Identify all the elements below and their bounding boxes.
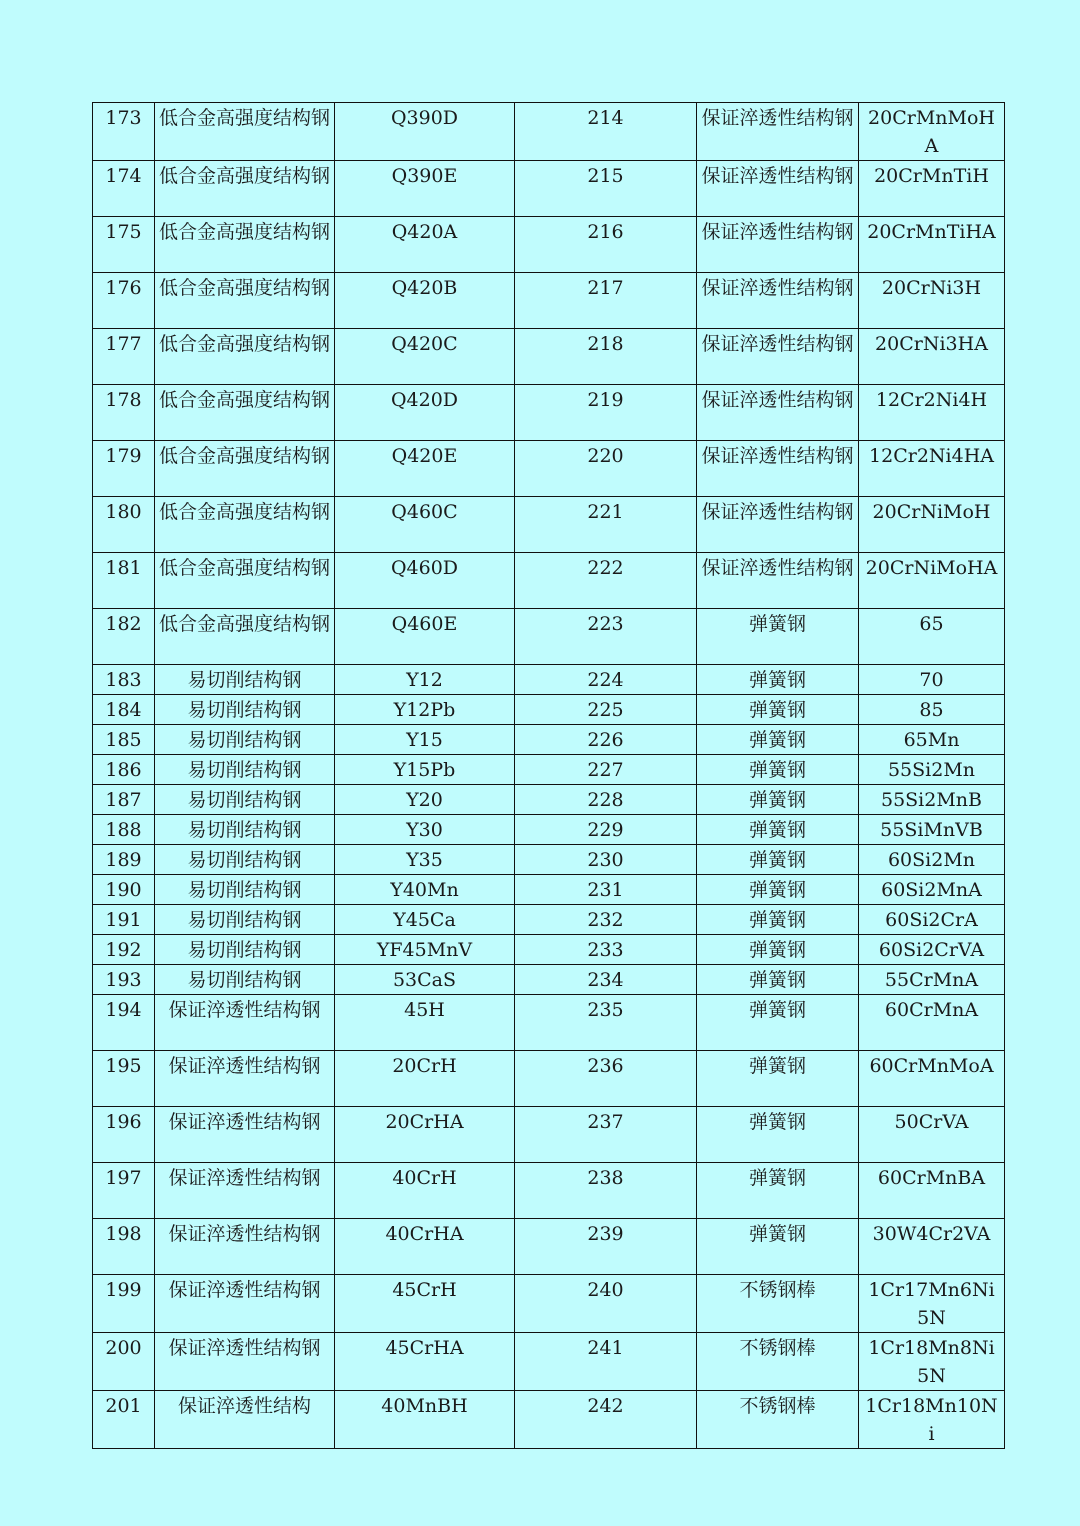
serial-no-right: 232 — [515, 905, 697, 935]
serial-no-left: 181 — [93, 553, 155, 609]
steel-grade-left: YF45MnV — [335, 935, 515, 965]
steel-type-right: 弹簧钢 — [697, 609, 859, 665]
steel-type-right: 弹簧钢 — [697, 905, 859, 935]
steel-type-left: 低合金高强度结构钢 — [155, 497, 335, 553]
steel-type-right: 保证淬透性结构钢 — [697, 497, 859, 553]
table-row — [93, 441, 1005, 497]
steel-type-right: 弹簧钢 — [697, 695, 859, 725]
steel-grade-right: 20CrNi3H — [859, 273, 1005, 329]
serial-no-right: 235 — [515, 995, 697, 1051]
table-row — [93, 905, 1005, 935]
steel-grade-right: 60Si2MnA — [859, 875, 1005, 905]
steel-grade-left: Y20 — [335, 785, 515, 815]
steel-grade-right: 55Si2MnB — [859, 785, 1005, 815]
serial-no-left: 194 — [93, 995, 155, 1051]
table-row — [93, 553, 1005, 609]
steel-grade-right: 50CrVA — [859, 1107, 1005, 1163]
serial-no-left: 191 — [93, 905, 155, 935]
steel-type-right: 弹簧钢 — [697, 1219, 859, 1275]
steel-grade-right: 1Cr17Mn6Ni5N — [859, 1275, 1005, 1333]
steel-grade-right: 55CrMnA — [859, 965, 1005, 995]
serial-no-right: 225 — [515, 695, 697, 725]
steel-type-left: 保证淬透性结构钢 — [155, 1275, 335, 1333]
serial-no-left: 189 — [93, 845, 155, 875]
table-row — [93, 1219, 1005, 1275]
steel-grade-right: 60Si2CrVA — [859, 935, 1005, 965]
serial-no-right: 216 — [515, 217, 697, 273]
serial-no-right: 237 — [515, 1107, 697, 1163]
serial-no-right: 236 — [515, 1051, 697, 1107]
steel-grade-left: 40CrH — [335, 1163, 515, 1219]
steel-grade-right: 20CrMnTiHA — [859, 217, 1005, 273]
steel-type-left: 易切削结构钢 — [155, 785, 335, 815]
steel-type-left: 低合金高强度结构钢 — [155, 103, 335, 161]
serial-no-right: 231 — [515, 875, 697, 905]
steel-type-left: 保证淬透性结构钢 — [155, 1219, 335, 1275]
steel-type-right: 弹簧钢 — [697, 785, 859, 815]
steel-grade-left: Y15Pb — [335, 755, 515, 785]
steel-grade-left: 45H — [335, 995, 515, 1051]
table-row — [93, 665, 1005, 695]
serial-no-left: 187 — [93, 785, 155, 815]
steel-type-left: 保证淬透性结构钢 — [155, 1107, 335, 1163]
steel-type-right: 弹簧钢 — [697, 1163, 859, 1219]
steel-grade-left: Y15 — [335, 725, 515, 755]
steel-grade-left: Q420C — [335, 329, 515, 385]
steel-grade-left: Q420E — [335, 441, 515, 497]
steel-grade-left: Y30 — [335, 815, 515, 845]
steel-grade-table — [92, 102, 1005, 1449]
table-row — [93, 845, 1005, 875]
steel-grade-left: 40CrHA — [335, 1219, 515, 1275]
serial-no-right: 220 — [515, 441, 697, 497]
steel-type-right: 弹簧钢 — [697, 815, 859, 845]
serial-no-left: 199 — [93, 1275, 155, 1333]
steel-type-right: 保证淬透性结构钢 — [697, 103, 859, 161]
serial-no-right: 233 — [515, 935, 697, 965]
serial-no-left: 182 — [93, 609, 155, 665]
table-body — [93, 103, 1005, 1449]
serial-no-right: 240 — [515, 1275, 697, 1333]
steel-grade-right: 20CrNi3HA — [859, 329, 1005, 385]
steel-type-left: 低合金高强度结构钢 — [155, 553, 335, 609]
steel-grade-left: Y40Mn — [335, 875, 515, 905]
steel-grade-left: 45CrHA — [335, 1333, 515, 1391]
steel-grade-right: 55SiMnVB — [859, 815, 1005, 845]
serial-no-left: 200 — [93, 1333, 155, 1391]
steel-grade-right: 55Si2Mn — [859, 755, 1005, 785]
serial-no-right: 217 — [515, 273, 697, 329]
serial-no-right: 218 — [515, 329, 697, 385]
serial-no-right: 241 — [515, 1333, 697, 1391]
steel-grade-left: Q460C — [335, 497, 515, 553]
steel-grade-left: 20CrHA — [335, 1107, 515, 1163]
serial-no-right: 230 — [515, 845, 697, 875]
steel-grade-right: 60CrMnMoA — [859, 1051, 1005, 1107]
steel-type-right: 弹簧钢 — [697, 1107, 859, 1163]
table-row — [93, 273, 1005, 329]
steel-type-right: 保证淬透性结构钢 — [697, 553, 859, 609]
steel-type-left: 易切削结构钢 — [155, 755, 335, 785]
table-row — [93, 785, 1005, 815]
serial-no-left: 186 — [93, 755, 155, 785]
steel-grade-left: Q420A — [335, 217, 515, 273]
table-row — [93, 1163, 1005, 1219]
steel-type-right: 不锈钢棒 — [697, 1275, 859, 1333]
serial-no-right: 223 — [515, 609, 697, 665]
table-row — [93, 1051, 1005, 1107]
steel-type-right: 保证淬透性结构钢 — [697, 329, 859, 385]
serial-no-right: 215 — [515, 161, 697, 217]
steel-grade-left: Y45Ca — [335, 905, 515, 935]
steel-grade-right: 60CrMnA — [859, 995, 1005, 1051]
steel-type-left: 低合金高强度结构钢 — [155, 161, 335, 217]
table-row — [93, 329, 1005, 385]
table-row — [93, 725, 1005, 755]
steel-type-left: 易切削结构钢 — [155, 965, 335, 995]
table-row — [93, 875, 1005, 905]
serial-no-left: 178 — [93, 385, 155, 441]
steel-type-left: 保证淬透性结构钢 — [155, 995, 335, 1051]
serial-no-left: 192 — [93, 935, 155, 965]
steel-grade-right: 12Cr2Ni4HA — [859, 441, 1005, 497]
steel-grade-right: 60Si2CrA — [859, 905, 1005, 935]
steel-type-left: 保证淬透性结构钢 — [155, 1163, 335, 1219]
serial-no-right: 242 — [515, 1391, 697, 1449]
steel-type-left: 保证淬透性结构钢 — [155, 1333, 335, 1391]
serial-no-left: 198 — [93, 1219, 155, 1275]
steel-type-right: 不锈钢棒 — [697, 1391, 859, 1449]
steel-grade-left: 45CrH — [335, 1275, 515, 1333]
steel-grade-right: 60CrMnBA — [859, 1163, 1005, 1219]
steel-type-right: 弹簧钢 — [697, 1051, 859, 1107]
table-row — [93, 161, 1005, 217]
table-row — [93, 695, 1005, 725]
serial-no-right: 221 — [515, 497, 697, 553]
serial-no-right: 229 — [515, 815, 697, 845]
steel-type-right: 不锈钢棒 — [697, 1333, 859, 1391]
serial-no-left: 180 — [93, 497, 155, 553]
steel-type-left: 低合金高强度结构钢 — [155, 217, 335, 273]
steel-grade-left: Y12 — [335, 665, 515, 695]
steel-grade-left: Q390E — [335, 161, 515, 217]
table-row — [93, 217, 1005, 273]
steel-type-left: 易切削结构钢 — [155, 665, 335, 695]
steel-type-right: 保证淬透性结构钢 — [697, 273, 859, 329]
serial-no-left: 184 — [93, 695, 155, 725]
steel-type-left: 易切削结构钢 — [155, 935, 335, 965]
steel-type-left: 易切削结构钢 — [155, 875, 335, 905]
serial-no-left: 196 — [93, 1107, 155, 1163]
table-row — [93, 935, 1005, 965]
steel-type-right: 弹簧钢 — [697, 755, 859, 785]
serial-no-right: 228 — [515, 785, 697, 815]
serial-no-left: 190 — [93, 875, 155, 905]
steel-type-right: 保证淬透性结构钢 — [697, 385, 859, 441]
steel-type-left: 低合金高强度结构钢 — [155, 329, 335, 385]
serial-no-left: 179 — [93, 441, 155, 497]
table-row — [93, 497, 1005, 553]
steel-type-left: 易切削结构钢 — [155, 725, 335, 755]
serial-no-left: 193 — [93, 965, 155, 995]
serial-no-left: 197 — [93, 1163, 155, 1219]
table-row — [93, 965, 1005, 995]
serial-no-right: 234 — [515, 965, 697, 995]
serial-no-left: 185 — [93, 725, 155, 755]
serial-no-right: 238 — [515, 1163, 697, 1219]
steel-grade-right: 85 — [859, 695, 1005, 725]
steel-type-right: 弹簧钢 — [697, 965, 859, 995]
serial-no-left: 201 — [93, 1391, 155, 1449]
steel-grade-right: 65 — [859, 609, 1005, 665]
table-row — [93, 1275, 1005, 1333]
serial-no-right: 226 — [515, 725, 697, 755]
serial-no-left: 177 — [93, 329, 155, 385]
table-row — [93, 385, 1005, 441]
steel-type-left: 易切削结构钢 — [155, 905, 335, 935]
steel-grade-right: 12Cr2Ni4H — [859, 385, 1005, 441]
steel-grade-left: Y35 — [335, 845, 515, 875]
steel-type-left: 易切削结构钢 — [155, 695, 335, 725]
steel-grade-left: 20CrH — [335, 1051, 515, 1107]
steel-type-left: 低合金高强度结构钢 — [155, 441, 335, 497]
table-row — [93, 815, 1005, 845]
steel-type-right: 弹簧钢 — [697, 845, 859, 875]
steel-type-right: 保证淬透性结构钢 — [697, 441, 859, 497]
table-row — [93, 1391, 1005, 1449]
table-row — [93, 609, 1005, 665]
steel-grade-right: 1Cr18Mn8Ni5N — [859, 1333, 1005, 1391]
steel-type-left: 保证淬透性结构 — [155, 1391, 335, 1449]
steel-grade-left: Q390D — [335, 103, 515, 161]
serial-no-left: 183 — [93, 665, 155, 695]
serial-no-right: 239 — [515, 1219, 697, 1275]
table-row — [93, 995, 1005, 1051]
steel-grade-left: 53CaS — [335, 965, 515, 995]
steel-grade-right: 60Si2Mn — [859, 845, 1005, 875]
serial-no-left: 174 — [93, 161, 155, 217]
steel-grade-right: 65Mn — [859, 725, 1005, 755]
steel-grade-left: 40MnBH — [335, 1391, 515, 1449]
serial-no-right: 227 — [515, 755, 697, 785]
serial-no-left: 195 — [93, 1051, 155, 1107]
steel-grade-left: Q420D — [335, 385, 515, 441]
table-row — [93, 1107, 1005, 1163]
steel-type-left: 低合金高强度结构钢 — [155, 609, 335, 665]
serial-no-right: 224 — [515, 665, 697, 695]
steel-grade-right: 1Cr18Mn10Ni — [859, 1391, 1005, 1449]
steel-type-right: 保证淬透性结构钢 — [697, 217, 859, 273]
steel-type-left: 低合金高强度结构钢 — [155, 273, 335, 329]
steel-type-left: 易切削结构钢 — [155, 815, 335, 845]
steel-grade-right: 20CrMnTiH — [859, 161, 1005, 217]
steel-type-left: 低合金高强度结构钢 — [155, 385, 335, 441]
table-row — [93, 103, 1005, 161]
steel-grade-left: Q460D — [335, 553, 515, 609]
steel-type-right: 弹簧钢 — [697, 725, 859, 755]
steel-type-right: 弹簧钢 — [697, 935, 859, 965]
steel-type-right: 弹簧钢 — [697, 995, 859, 1051]
table-row — [93, 1333, 1005, 1391]
steel-type-right: 弹簧钢 — [697, 665, 859, 695]
steel-grade-left: Q460E — [335, 609, 515, 665]
steel-grade-right: 70 — [859, 665, 1005, 695]
steel-grade-right: 20CrMnMoHA — [859, 103, 1005, 161]
steel-grade-right: 20CrNiMoH — [859, 497, 1005, 553]
serial-no-left: 188 — [93, 815, 155, 845]
serial-no-right: 214 — [515, 103, 697, 161]
serial-no-right: 219 — [515, 385, 697, 441]
steel-type-left: 易切削结构钢 — [155, 845, 335, 875]
serial-no-left: 175 — [93, 217, 155, 273]
steel-grade-left: Q420B — [335, 273, 515, 329]
serial-no-right: 222 — [515, 553, 697, 609]
steel-type-right: 保证淬透性结构钢 — [697, 161, 859, 217]
steel-grade-right: 20CrNiMoHA — [859, 553, 1005, 609]
serial-no-left: 173 — [93, 103, 155, 161]
steel-grade-right: 30W4Cr2VA — [859, 1219, 1005, 1275]
steel-type-left: 保证淬透性结构钢 — [155, 1051, 335, 1107]
steel-type-right: 弹簧钢 — [697, 875, 859, 905]
table-row — [93, 755, 1005, 785]
steel-grade-left: Y12Pb — [335, 695, 515, 725]
serial-no-left: 176 — [93, 273, 155, 329]
